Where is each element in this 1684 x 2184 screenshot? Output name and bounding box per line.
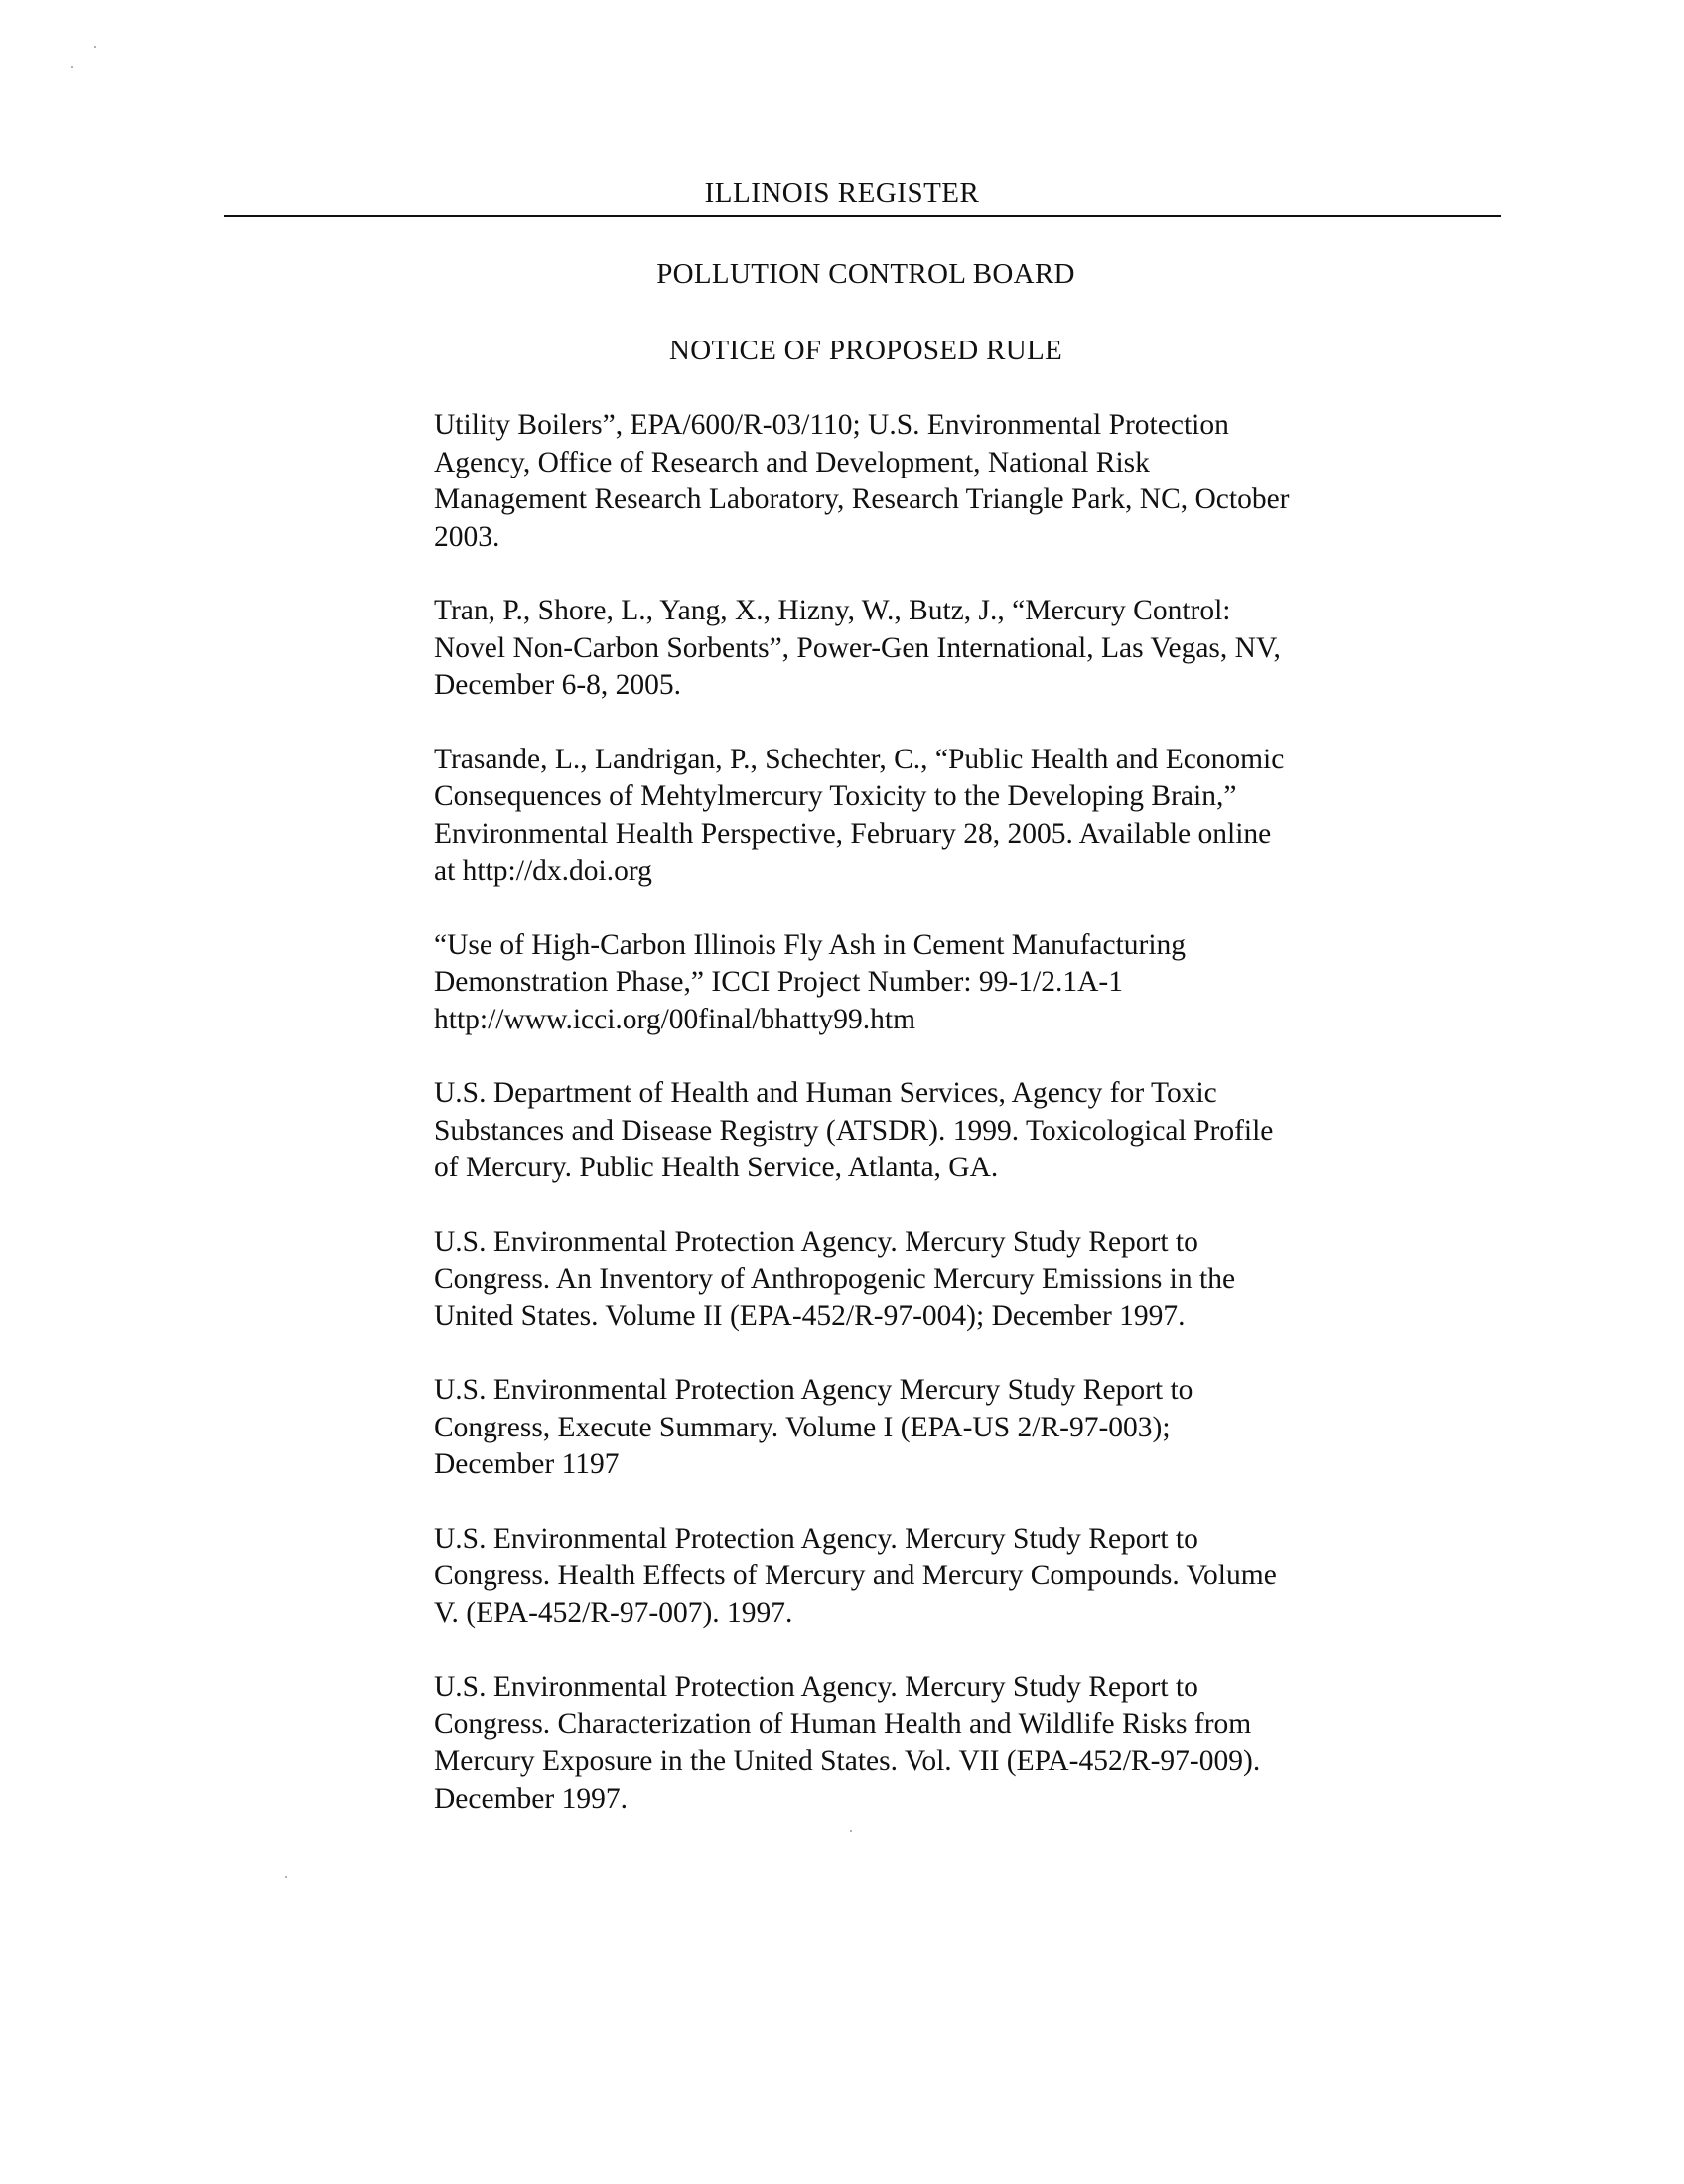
reference-line: of Mercury. Public Health Service, Atlanta, GA. bbox=[434, 1152, 999, 1183]
reference-line: Demonstration Phase,” ICCI Project Number: 99-1/2.1A-1 bbox=[434, 966, 1123, 998]
reference-line: Environmental Health Perspective, February 28, 2005. Available online bbox=[434, 817, 1272, 850]
reference-line: Congress, Execute Summary. Volume I (EPA-US 2/R-97-003); bbox=[434, 1411, 1171, 1443]
reference-line: “Use of High-Carbon Illinois Fly Ash in Cement Manufacturing bbox=[434, 928, 1187, 961]
reference-line: December 6-8, 2005. bbox=[434, 669, 682, 701]
header-rule bbox=[224, 215, 1501, 217]
reference-line: http://www.icci.org/00final/bhatty99.htm bbox=[434, 1003, 916, 1035]
reference-line: V. (EPA-452/R-97-007). 1997. bbox=[434, 1596, 793, 1629]
register-title: ILLINOIS REGISTER bbox=[704, 177, 980, 208]
reference-entry bbox=[434, 1075, 1407, 1187]
reference-line: December 1197 bbox=[434, 1448, 620, 1480]
reference-line: December 1997. bbox=[434, 1782, 628, 1815]
notice-title: NOTICE OF PROPOSED RULE bbox=[668, 335, 1063, 366]
reference-list bbox=[434, 407, 1407, 1854]
reference-entry bbox=[434, 742, 1407, 890]
scan-speck bbox=[94, 46, 96, 48]
reference-entry bbox=[434, 407, 1407, 556]
reference-line: 2003. bbox=[434, 520, 500, 553]
reference-line: at http://dx.doi.org bbox=[434, 855, 652, 887]
reference-line: United States. Volume II (EPA-452/R-97-004); December 1997. bbox=[434, 1299, 1186, 1332]
reference-line: U.S. Environmental Protection Agency. Mercury Study Report to bbox=[434, 1522, 1198, 1555]
scan-speck bbox=[285, 1876, 287, 1878]
reference-line: Consequences of Mehtylmercury Toxicity to the Developing Brain,” bbox=[434, 780, 1237, 812]
reference-line: Congress. Health Effects of Mercury and Mercury Compounds. Volume bbox=[434, 1560, 1277, 1591]
reference-line: Agency, Office of Research and Development, National Risk bbox=[434, 446, 1150, 478]
reference-line: Trasande, L., Landrigan, P., Schechter, C., “Public Health and Economic bbox=[434, 743, 1285, 775]
reference-line: Tran, P., Shore, L., Yang, X., Hizny, W., Butz, J., “Mercury Control: bbox=[434, 595, 1231, 626]
reference-line: U.S. Department of Health and Human Services, Agency for Toxic bbox=[434, 1077, 1217, 1109]
scan-speck bbox=[71, 66, 73, 68]
reference-line: Mercury Exposure in the United States. Vol. VII (EPA-452/R-97-009). bbox=[434, 1745, 1261, 1777]
reference-line: Congress. Characterization of Human Health and Wildlife Risks from bbox=[434, 1707, 1252, 1740]
reference-line: U.S. Environmental Protection Agency. Mercury Study Report to bbox=[434, 1225, 1198, 1258]
reference-line: U.S. Environmental Protection Agency. Mercury Study Report to bbox=[434, 1671, 1198, 1703]
reference-entry bbox=[434, 1224, 1407, 1336]
reference-line: Congress. An Inventory of Anthropogenic Mercury Emissions in the bbox=[434, 1263, 1236, 1295]
reference-line: Utility Boilers”, EPA/600/R-03/110; U.S. Environmental Protection bbox=[434, 409, 1229, 441]
reference-line: Novel Non-Carbon Sorbents”, Power-Gen International, Las Vegas, NV, bbox=[434, 631, 1281, 664]
reference-entry bbox=[434, 1521, 1407, 1633]
reference-entry bbox=[434, 1669, 1407, 1818]
reference-line: Management Research Laboratory, Research Triangle Park, NC, October bbox=[434, 483, 1290, 515]
reference-entry bbox=[434, 593, 1407, 705]
reference-line: Substances and Disease Registry (ATSDR). 1999. Toxicological Profile bbox=[434, 1114, 1274, 1147]
reference-line: U.S. Environmental Protection Agency Mercury Study Report to bbox=[434, 1374, 1193, 1406]
scan-speck bbox=[850, 1830, 852, 1832]
board-title: POLLUTION CONTROL BOARD bbox=[656, 258, 1075, 290]
reference-entry bbox=[434, 1372, 1407, 1484]
reference-entry bbox=[434, 927, 1407, 1039]
